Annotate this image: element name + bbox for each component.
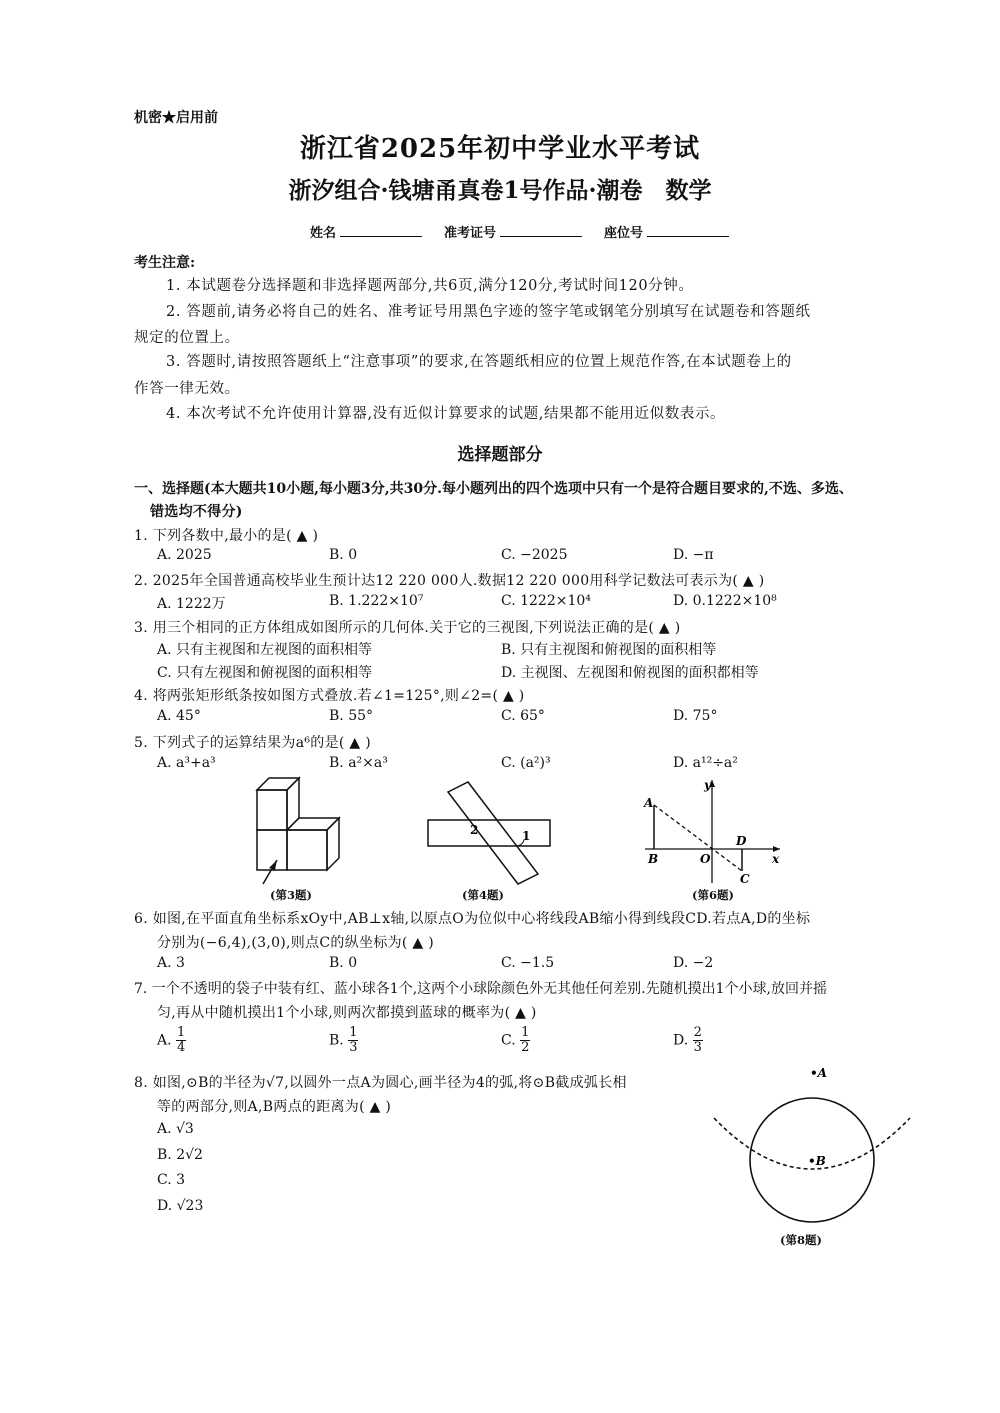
option: B. 2√2 [157, 1147, 203, 1163]
question-stem: 等的两部分,则A,B两点的距离为( ▲ ) [157, 1099, 392, 1115]
figure-8-caption: (第8题) [780, 1233, 822, 1247]
option: B. 0 [329, 955, 358, 971]
question-stem: 7. 一个不透明的袋子中装有红、蓝小球各1个,这两个小球除颜色外无其他任何差别.先随机摸出1个小球,放回并摇 [134, 981, 827, 997]
option: C. −1.5 [501, 955, 555, 971]
figure-8-circle [700, 1060, 920, 1235]
question-stem: 1. 下列各数中,最小的是( ▲ ) [134, 528, 319, 544]
point-b-label: B [648, 852, 659, 866]
question-stem: 分别为(−6,4),(3,0),则点C的纵坐标为( ▲ ) [157, 935, 435, 951]
option-letter: D. [673, 1032, 689, 1049]
part-intro: 错选均不得分) [150, 504, 243, 520]
angle-2-label: 2 [470, 823, 479, 837]
notice-item: 1. 本试题卷分选择题和非选择题两部分,共6页,满分120分,考试时间120分钟。 [166, 278, 694, 294]
name-field-label: 姓名 [310, 226, 337, 241]
option: A. 3 [157, 955, 185, 971]
origin-o-label: O [700, 852, 711, 866]
figure-3-cubes [245, 772, 345, 887]
point-a-label: •A [810, 1066, 827, 1080]
notice-item: 2. 答题前,请务必将自己的姓名、准考证号用黑色字迹的签字笔或钢笔分别填写在试题卷和答题纸 [166, 304, 811, 320]
section-title: 选择题部分 [457, 445, 543, 465]
option: C. 只有左视图和俯视图的面积相等 [157, 665, 373, 681]
option: C. (a²)³ [501, 755, 551, 771]
notice-item: 4. 本次考试不允许使用计算器,没有近似计算要求的试题,结果都不能用近似数表示。 [166, 406, 726, 422]
option: C. 1222×10⁴ [501, 593, 591, 609]
point-a-label: A [644, 796, 654, 810]
y-axis-label: y [704, 778, 711, 792]
option: D. −π [673, 547, 714, 563]
figure-6-caption: (第6题) [692, 888, 734, 902]
notice-item: 3. 答题时,请按照答题纸上“注意事项”的要求,在答题纸相应的位置上规范作答,在本试题卷上的 [166, 354, 792, 370]
option-fraction [329, 1026, 358, 1055]
option: A. a³+a³ [157, 755, 216, 771]
question-stem: 4. 将两张矩形纸条按如图方式叠放.若∠1=125°,则∠2=( ▲ ) [134, 688, 525, 704]
x-axis-label: x [772, 852, 780, 866]
numerator: 1 [521, 1025, 530, 1040]
question-stem: 2. 2025年全国普通高校毕业生预计达12 220 000人.数据12 220 000用科学记数法可表示为( ▲ ) [134, 573, 765, 589]
option: A. 2025 [157, 547, 212, 563]
option: D. a¹²÷a² [673, 755, 738, 771]
part-intro: 一、选择题(本大题共10小题,每小题3分,共30分.每小题列出的四个选项中只有一个是符合题目要求的,不选、多选、 [134, 481, 853, 497]
option-fraction [157, 1026, 186, 1055]
option: A. 只有主视图和左视图的面积相等 [157, 642, 373, 658]
option-letter: A. [157, 1032, 172, 1049]
option: B. 只有主视图和俯视图的面积相等 [501, 642, 717, 658]
option-fraction [673, 1026, 703, 1055]
figure-4-caption: (第4题) [462, 888, 504, 902]
angle-1-label: 1 [522, 829, 531, 843]
point-c-label: C [740, 872, 750, 886]
denominator: 2 [521, 1040, 530, 1055]
question-stem: 5. 下列式子的运算结果为a⁶的是( ▲ ) [134, 735, 371, 751]
question-stem: 3. 用三个相同的正方体组成如图所示的几何体.关于它的三视图,下列说法正确的是( ▲ ) [134, 620, 681, 636]
option: C. −2025 [501, 547, 568, 563]
option: D. 0.1222×10⁸ [673, 593, 777, 609]
option: D. −2 [673, 955, 714, 971]
candidate-fields [310, 222, 747, 241]
option-fraction [501, 1026, 530, 1055]
option: A. √3 [157, 1121, 194, 1137]
option: B. 55° [329, 708, 374, 724]
option: A. 45° [157, 708, 201, 724]
point-d-label: D [736, 834, 747, 848]
question-stem: 6. 如图,在平面直角坐标系xOy中,AB⊥x轴,以原点O为位似中心将线段AB缩小得到线段CD.若点A,D的坐标 [134, 911, 811, 927]
notice-item: 规定的位置上。 [134, 330, 240, 346]
option-letter: C. [501, 1032, 516, 1049]
option-letter: B. [329, 1032, 344, 1049]
option: B. a²×a³ [329, 755, 388, 771]
point-b-label: •B [808, 1154, 826, 1168]
figure-4-strips [420, 780, 555, 885]
figure-3-caption: (第3题) [270, 888, 312, 902]
question-stem: 8. 如图,⊙B的半径为√7,以圆外一点A为圆心,画半径为4的弧,将⊙B截成弧长相 [134, 1075, 627, 1091]
notice-item: 作答一律无效。 [134, 381, 240, 397]
option: A. 1222万 [157, 596, 226, 612]
notice-heading: 考生注意: [134, 255, 196, 271]
name-blank [340, 222, 422, 237]
denominator: 3 [349, 1040, 358, 1055]
exam-number-blank [500, 222, 582, 237]
numerator: 1 [177, 1025, 186, 1040]
numerator: 2 [693, 1025, 702, 1040]
seat-field-label: 座位号 [604, 226, 644, 241]
exam-number-field-label: 准考证号 [444, 226, 497, 241]
option: B. 0 [329, 547, 358, 563]
exam-subtitle: 浙汐组合·钱塘甬真卷1号作品·潮卷 数学 [288, 177, 712, 204]
option: B. 1.222×10⁷ [329, 593, 424, 609]
denominator: 4 [177, 1040, 186, 1055]
numerator: 1 [349, 1025, 358, 1040]
option: C. 3 [157, 1172, 186, 1188]
option: D. 主视图、左视图和俯视图的面积都相等 [501, 665, 759, 681]
option: C. 65° [501, 708, 545, 724]
seat-blank [647, 222, 729, 237]
option: D. 75° [673, 708, 718, 724]
figure-6-coordinate [640, 775, 785, 887]
option: D. √23 [157, 1198, 204, 1214]
denominator: 3 [693, 1040, 702, 1055]
exam-title: 浙江省2025年初中学业水平考试 [299, 134, 701, 164]
confidential-label: 机密★启用前 [134, 110, 218, 126]
question-stem: 匀,再从中随机摸出1个小球,则两次都摸到蓝球的概率为( ▲ ) [157, 1005, 537, 1021]
